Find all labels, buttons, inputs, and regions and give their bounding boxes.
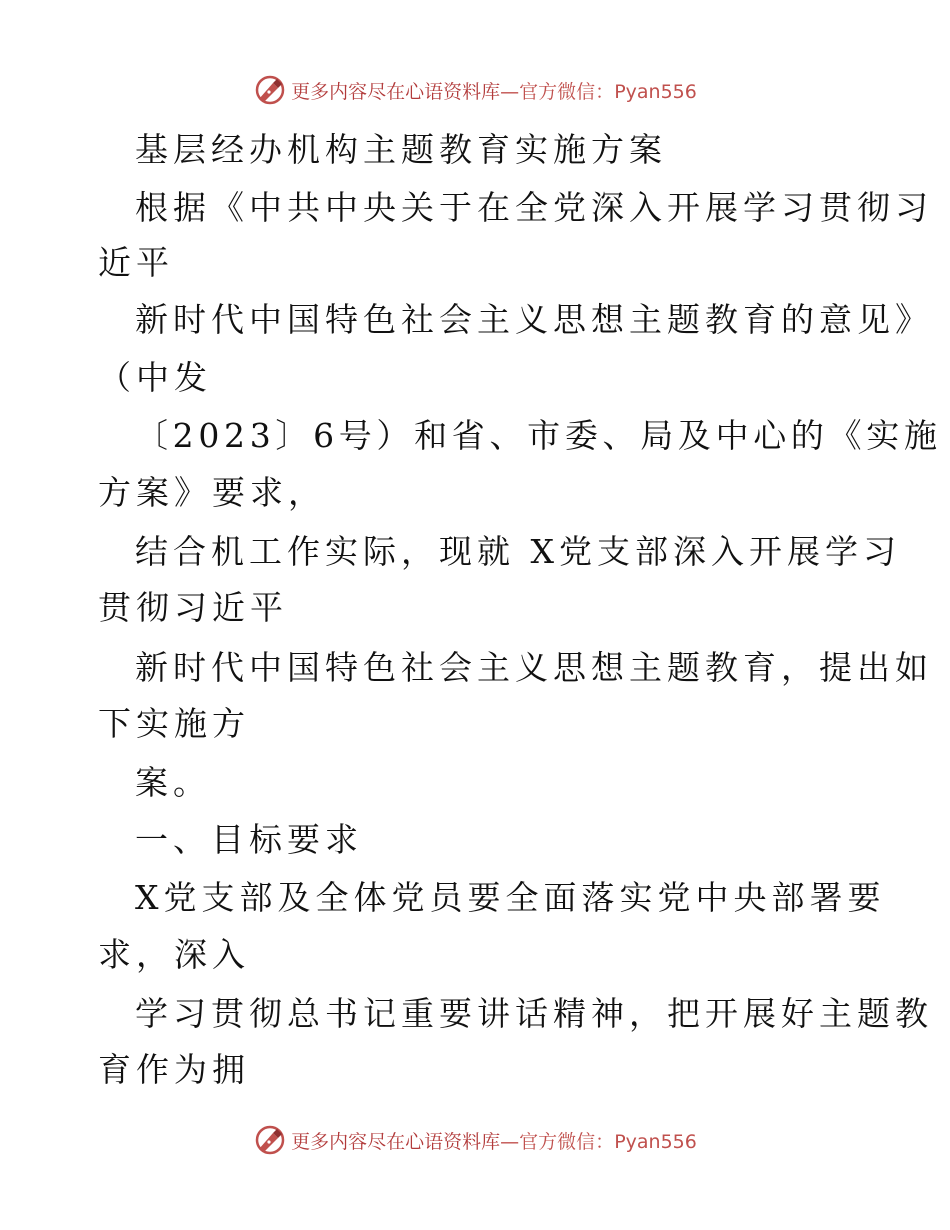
watermark-account: Pyan556 (614, 1130, 697, 1153)
watermark-text (291, 1127, 697, 1154)
document-title: 基层经办机构主题教育实施方案 (135, 130, 667, 169)
text-line: 新时代中国特色社会主义思想主题教育的意见》 (135, 300, 933, 339)
text-line: 方案》要求， (98, 473, 326, 512)
section-heading: 一、目标要求 (135, 820, 363, 859)
text-line: 求，深入 (98, 935, 250, 974)
watermark-sub-text: 官方微信： (519, 80, 615, 103)
watermark-separator: — (500, 80, 520, 103)
watermark-separator: — (500, 1130, 520, 1153)
text-line: 贯彻习近平 (98, 588, 288, 627)
text-line: （中发 (98, 358, 212, 397)
text-line: 新时代中国特色社会主义思想主题教育，提出如 (135, 648, 933, 687)
text-line: X党支部及全体党员要全面落实党中央部署要 (135, 878, 886, 917)
text-line: 近平 (98, 243, 174, 282)
text-line: 结合机工作实际，现就 X党支部深入开展学习 (135, 532, 901, 571)
watermark-sub-text: 官方微信： (519, 1130, 615, 1153)
pen-nib-logo-icon (253, 73, 287, 107)
text-line: 〔2023〕6号）和省、市委、局及中心的《实施 (135, 416, 942, 455)
pen-nib-logo-icon (253, 1123, 287, 1157)
text-line: 根据《中共中央关于在全党深入开展学习贯彻习 (135, 188, 933, 227)
text-line: 学习贯彻总书记重要讲话精神，把开展好主题教 (135, 994, 933, 1033)
watermark-main-text: 更多内容尽在心语资料库 (291, 1130, 501, 1153)
text-line: 育作为拥 (98, 1050, 250, 1089)
watermark-text (291, 77, 697, 104)
watermark-banner-bottom (0, 1120, 950, 1160)
text-line: 下实施方 (98, 704, 250, 743)
watermark-banner-top (0, 70, 950, 110)
text-line: 案。 (135, 763, 211, 802)
watermark-account: Pyan556 (614, 80, 697, 103)
watermark-main-text: 更多内容尽在心语资料库 (291, 80, 501, 103)
